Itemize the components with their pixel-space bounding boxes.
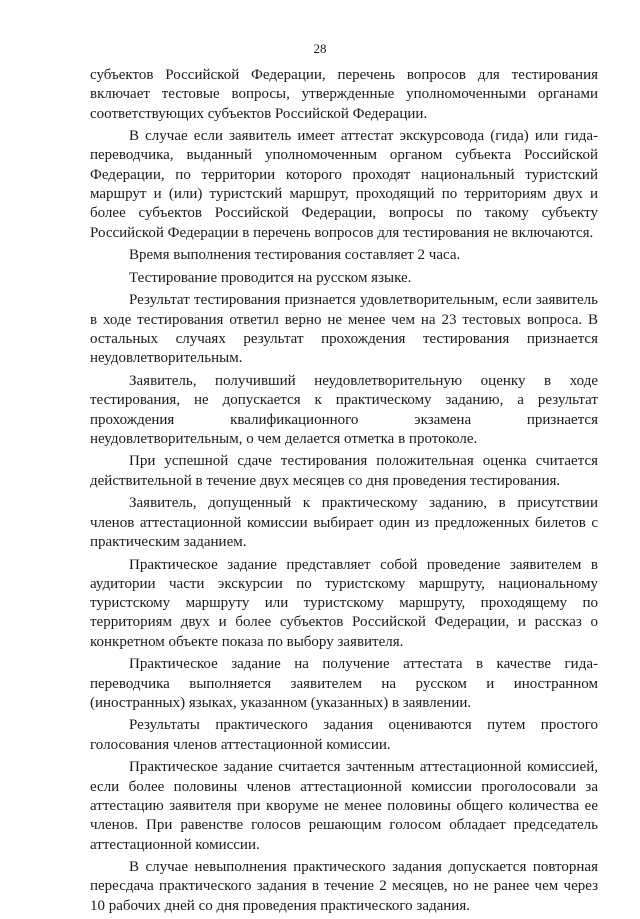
paragraph-2: В случае если заявитель имеет аттестат экскурсовода (гида) или гида-переводчика, выданный уполномоченным органом субъекта Российской Федерации, по территории которого проходят национальный туристский маршрут и (или) туристский маршрут, проходящий по территориям двух и более субъектов Российской Федерации, вопросы по такому субъекту Российской Федерации в перечень вопросов для тестирования не включаются.: [90, 128, 598, 241]
paragraph-7: При успешной сдаче тестирования положительная оценка считается действительной в течение двух месяцев со дня проведения тестирования.: [90, 453, 598, 489]
paragraph-9: Практическое задание представляет собой проведение заявителем в аудитории части экскурсии по туристскому маршруту, национальному туристскому маршруту или туристскому маршруту, проходящему по территориям двух и более субъектов Российской Федерации, и рассказ о конкретном объекте показа по выбору заявителя.: [90, 556, 598, 650]
paragraph-10: Практическое задание на получение аттестата в качестве гида-переводчика выполняется заявителем на русском и иностранном (иностранных) языках, указанном (указанных) в заявлении.: [90, 656, 598, 711]
paragraph-5: Результат тестирования признается удовлетворительным, если заявитель в ходе тестирования ответил верно не менее чем на 23 тестовых вопроса. В остальных случаях результат прохождения тестирования признается неудовлетворительным.: [90, 292, 598, 367]
paragraph-4: Тестирование проводится на русском языке.: [129, 269, 412, 286]
paragraph-12: Практическое задание считается зачтенным аттестационной комиссией, если более половины членов аттестационной комиссии проголосовали за аттестацию заявителя при кворуме не менее половины общего количества ее членов. При равенстве голосов решающим голосом обладает председатель аттестационной комиссии.: [90, 759, 598, 853]
paragraph-6: Заявитель, получивший неудовлетворительную оценку в ходе тестирования, не допускается к практическому заданию, а результат прохождения квалификационного экзамена признается неудовлетворительным, о чем делается отметка в протоколе.: [90, 372, 598, 447]
paragraph-1: субъектов Российской Федерации, перечень вопросов для тестирования включает тестовые вопросы, утвержденные уполномоченными органами соответствующих субъектов Российской Федерации.: [90, 67, 598, 122]
paragraph-8: Заявитель, допущенный к практическому заданию, в присутствии членов аттестационной комиссии выбирает один из предложенных билетов с практическим заданием.: [90, 495, 598, 550]
paragraph-13: В случае невыполнения практического задания допускается повторная пересдача практического задания в течение 2 месяцев, но не ранее чем через 10 рабочих дней со дня проведения практического задания.: [90, 859, 598, 914]
page-number: 28: [313, 41, 327, 56]
paragraph-3: Время выполнения тестирования составляет 2 часа.: [129, 247, 461, 264]
body-text: [90, 66, 598, 919]
paragraph-11: Результаты практического задания оцениваются путем простого голосования членов аттестационной комиссии.: [90, 717, 598, 753]
